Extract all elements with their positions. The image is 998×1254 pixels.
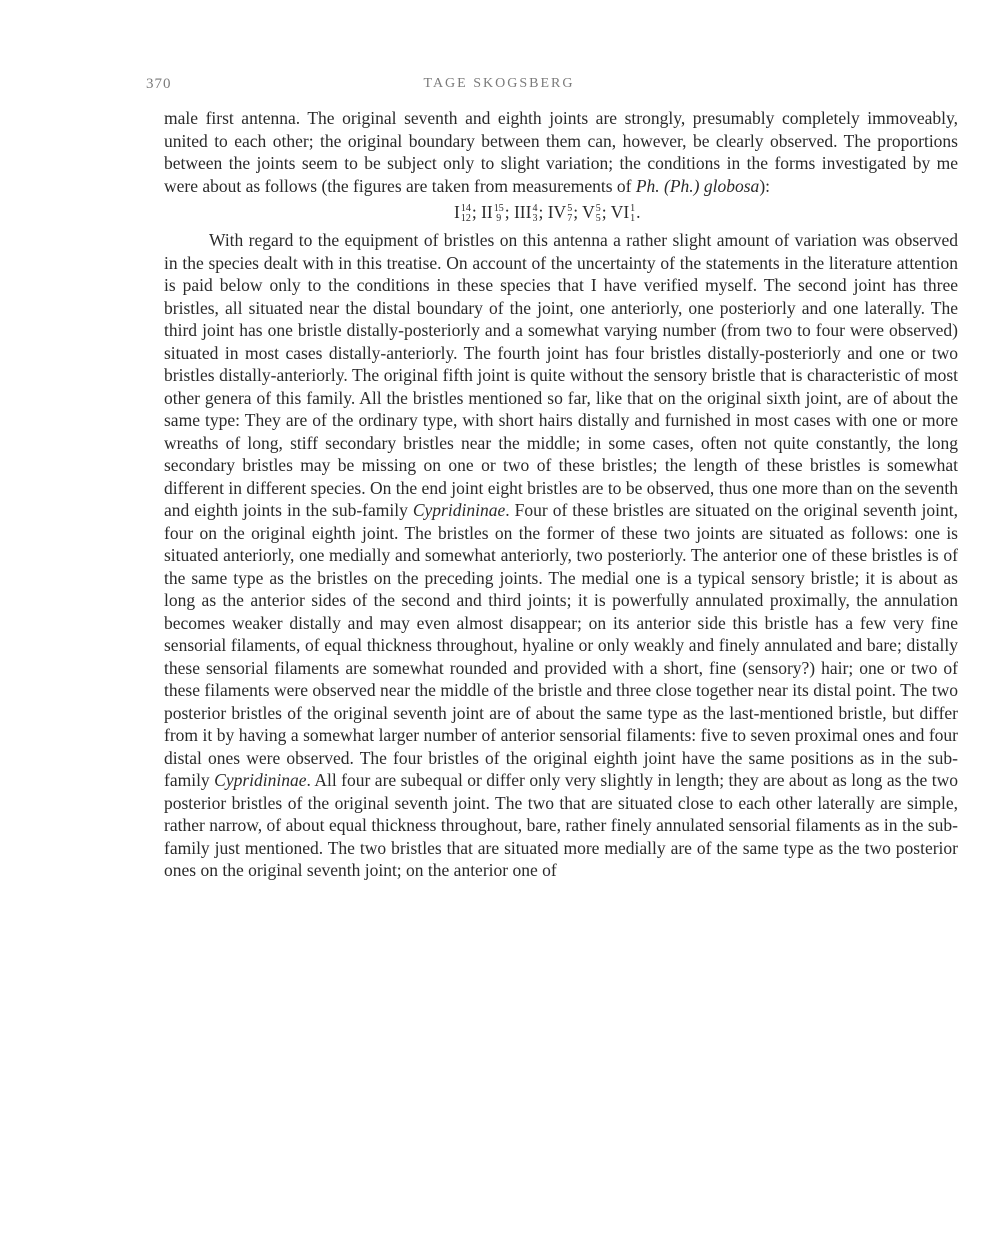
joint-ratio — [582, 202, 607, 222]
joint-proportion-formula — [164, 199, 958, 225]
joint-separator: ; — [601, 202, 607, 222]
fraction-denominator: 1 — [630, 212, 636, 224]
joint-fraction — [567, 204, 572, 224]
joint-separator: ; — [573, 202, 579, 222]
joint-ratio — [454, 202, 477, 222]
joint-label: III — [513, 202, 532, 222]
paragraph-2-text-c: . All four are subequal or differ only very slightly in length; they are about as long as the two posterior bristles of the original seventh joint. The two that are situated close to each other laterally are simple, rather narrow, of about equal thickness throughout, bare, rather finely annulated sensorial filaments as in the sub-family just mentioned. The two bristles that are situated more medially are of the same type as the two posterior ones on the original seventh joint; on the anterior one of — [164, 770, 958, 880]
fraction-numerator: 15 — [493, 202, 504, 214]
paragraph-2-text-b: . Four of these bristles are situated on the original seventh joint, four on the original eighth joint. The bristles on the former of these two joints are situated as follows: one is situated anteriorly, one medially and somewhat anteriorly, two posteriorly. The anterior one of these bristles is of the same type as the bristles on the preceding joints. The medial one is a typical sensory bristle; it is about as long as the anterior sides of the second and third joints; it is powerfully annulated proximally, the annulation becomes weaker distally and may even almost disappear; on its anterior side this bristle has a few very fine sensorial filaments, of equal thickness throughout, hyaline or only weakly and finely annulated and bare; distally these sensorial filaments are somewhat rounded and provided with a short, fine (sensory?) hair; one or two of these filaments were observed near the middle of the bristle and three close together near its distal point. The two posterior bristles of the original seventh joint are of about the same type as the last-mentioned bristle, but differ from it by having a somewhat larger number of anterior sensorial filaments: five to seven proximal ones and four distal ones were observed. The four bristles of the original eighth joint have the same positions as in the sub-family — [164, 500, 959, 790]
fraction-numerator: 5 — [567, 202, 573, 214]
fraction-numerator: 5 — [595, 202, 601, 214]
joint-label: VI — [610, 202, 630, 222]
paragraph-2 — [164, 229, 958, 882]
paragraph-2-text-a: With regard to the equipment of bristles on this antenna a rather slight amount of variation was observed in the species dealt with in this treatise. On account of the uncertainty of the statements in the literature attention is paid below only to the conditions in these species that I have verified myself. The second joint has three bristles, all situated near the distal boundary of the joint, one anteriorly, one posteriorly and one laterally. The third joint has one bristle distally-posteriorly and a somewhat varying number (from two to four were observed) situated in most cases distally-anteriorly. The fourth joint has four bristles distally-posteriorly and one or two bristles distally-anteriorly. The original fifth joint is quite without the sensory bristle that is characteristic of most other genera of this family. All the bristles mentioned so far, like that on the original sixth joint, are of about the same type: They are of the ordinary type, with short hairs distally and furnished in most cases with one or more wreaths of long, stiff secondary bristles near the middle; in some cases, often not quite constantly, the long secondary bristles may be missing on one or two of these bristles; the length of these bristles is somewhat different in different species. On the end joint eight bristles are to be observed, thus one more than on the seventh and eighth joints in the sub-family — [164, 230, 958, 520]
running-head — [0, 76, 998, 96]
joint-ratio — [611, 202, 641, 222]
joint-separator: ; — [538, 202, 544, 222]
fraction-numerator: 1 — [630, 202, 636, 214]
joint-label: IV — [547, 202, 567, 222]
joint-label: I — [454, 202, 460, 222]
paragraph-1 — [164, 107, 958, 197]
fraction-denominator: 9 — [496, 212, 502, 224]
paragraph-1-text-a: male first antenna. The original seventh and eighth joints are strongly, presumably completely immoveably, united to each other; the original boundary between them can, however, be clearly observed. The proportions between the joints seem to be subject only to slight variation; the conditions in the forms investigated by me were about as follows (the figures are taken from measurements of — [164, 108, 958, 196]
fraction-denominator: 12 — [460, 212, 471, 224]
fraction-numerator: 14 — [460, 202, 471, 214]
page-number: 370 — [146, 76, 172, 92]
subfamily-name: Cypridininae — [412, 500, 506, 520]
joint-ratio — [514, 202, 543, 222]
fraction-denominator: 7 — [567, 212, 573, 224]
taxon-name: Ph. (Ph.) globosa — [635, 175, 760, 196]
body-text — [164, 107, 958, 882]
subfamily-name: Cypridininae — [214, 770, 307, 790]
paragraph-1-text-b: ): — [759, 175, 771, 196]
joint-separator: ; — [471, 202, 477, 222]
running-head-author: TAGE SKOGSBERG — [423, 76, 575, 91]
joint-fraction — [596, 204, 601, 224]
joint-fraction — [630, 204, 635, 224]
joint-fraction — [532, 204, 537, 224]
fraction-numerator: 4 — [532, 202, 538, 214]
fraction-denominator: 5 — [595, 212, 601, 224]
joint-fraction — [461, 204, 471, 224]
joint-ratio — [548, 202, 578, 222]
joint-label: V — [582, 202, 595, 222]
joint-label: II — [481, 202, 493, 222]
joint-fraction — [494, 204, 504, 224]
joint-separator: . — [636, 202, 641, 222]
joint-separator: ; — [504, 202, 510, 222]
fraction-denominator: 3 — [532, 212, 538, 224]
joint-ratio — [481, 202, 510, 222]
